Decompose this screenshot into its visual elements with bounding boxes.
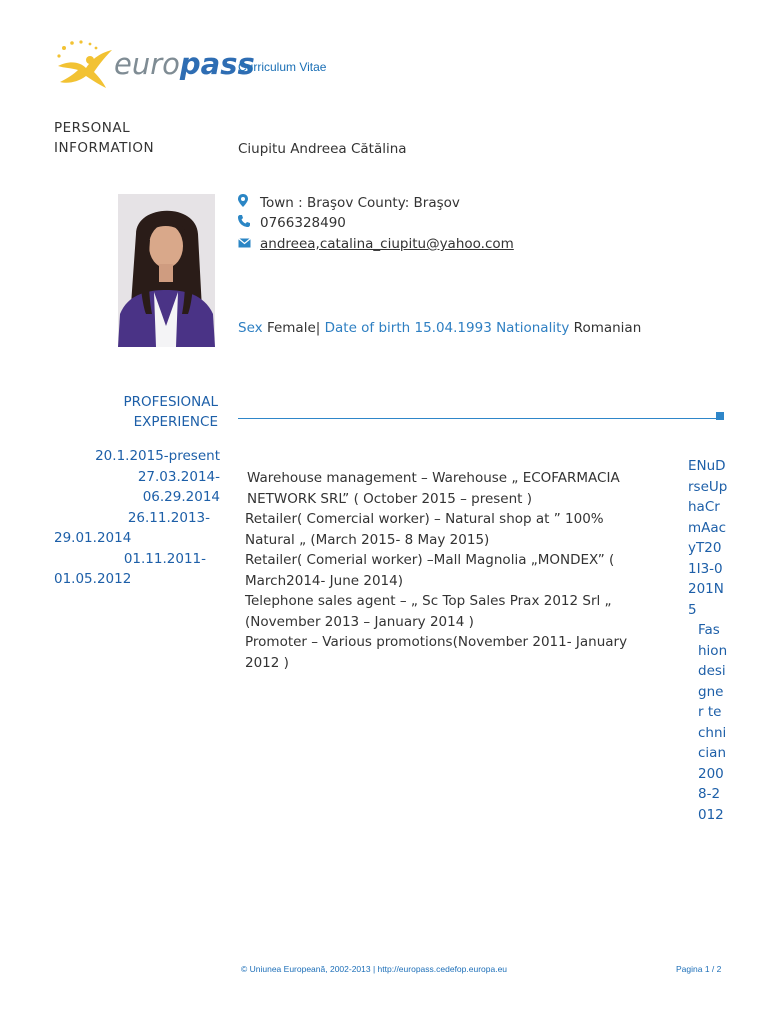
location-pin-icon (238, 194, 260, 211)
section-divider-marker (716, 412, 724, 420)
date-item: 27.03.2014- (137, 468, 220, 485)
job-item: Retailer( Comerial worker) –Mall Magnolia „MONDEX” ( March2014- June 2014) (245, 552, 615, 589)
job-item: Promoter – Various promotions(November 2011- January 2012 ) (245, 634, 628, 671)
person-name: Ciupitu Andreea Cătălina (238, 141, 407, 157)
experience-list (237, 468, 657, 673)
date-item: 26.11.2013- (127, 509, 210, 526)
experience-dates (54, 446, 220, 590)
date-item: 29.01.2014 (54, 530, 132, 546)
document-title: Curriculum Vitae (238, 60, 327, 74)
logo-pass-text: pass (179, 47, 255, 81)
email-row (238, 236, 514, 252)
nationality-value: Romanian (573, 320, 642, 336)
profile-photo (118, 194, 215, 347)
date-of-birth: Date of birth 15.04.1993 (324, 320, 492, 336)
personal-information-label (54, 118, 154, 158)
phone-row (238, 215, 346, 231)
sex-label: Sex (238, 320, 263, 336)
date-item: 01.11.2011- (123, 550, 206, 567)
email-link[interactable]: andreea,catalina_ciupitu@yahoo.com (260, 236, 514, 252)
personal-label-line1: PERSONAL (54, 120, 131, 136)
footer-page-number: Pagina 1 / 2 (676, 964, 722, 974)
job-item: Retailer( Comercial worker) – Natural shop at ” 100% Natural „ (March 2015- 8 May 2015) (245, 511, 604, 548)
profile-photo-image (118, 194, 215, 347)
sex-value: Female| (266, 320, 321, 336)
date-item: 06.29.2014 (142, 489, 220, 505)
side-column-head: ENuDrseUphaCrmAacyT201I3-0201N5 (688, 458, 728, 618)
overflow-side-column (688, 456, 728, 825)
experience-label-line1: PROFESIONAL (123, 394, 218, 410)
date-item: 20.1.2015-present (95, 448, 220, 464)
address-row (238, 194, 460, 211)
logo-euro-text: euro (114, 47, 180, 81)
europass-star-figure-icon (52, 38, 122, 94)
side-column-role: Fashion designer technician 2008-2012 (698, 622, 728, 823)
personal-label-line2: INFORMATION (54, 140, 155, 156)
europass-wordmark (114, 44, 255, 84)
email-icon (238, 237, 260, 252)
footer-copyright: © Uniunea Europeană, 2002-2013 | http://europass.cedefop.europa.eu (241, 964, 508, 974)
job-item: Telephone sales agent – „ Sc Top Sales Prax 2012 Srl „ (November 2013 – January 2014 ) (245, 593, 612, 630)
experience-label-line2: EXPERIENCE (133, 414, 218, 430)
professional-experience-label (124, 392, 218, 432)
job-item: Warehouse management – Warehouse „ ECOFARMACIA NETWORK SRL” ( October 2015 – present ) (247, 470, 620, 507)
phone-icon (238, 215, 260, 231)
phone-text: 0766328490 (260, 215, 346, 231)
date-item: 01.05.2012 (54, 571, 132, 587)
personal-details-line (238, 320, 641, 336)
section-divider (238, 418, 720, 419)
address-text: Town : Braşov County: Braşov (260, 194, 460, 211)
nationality-label: Nationality (496, 320, 570, 336)
